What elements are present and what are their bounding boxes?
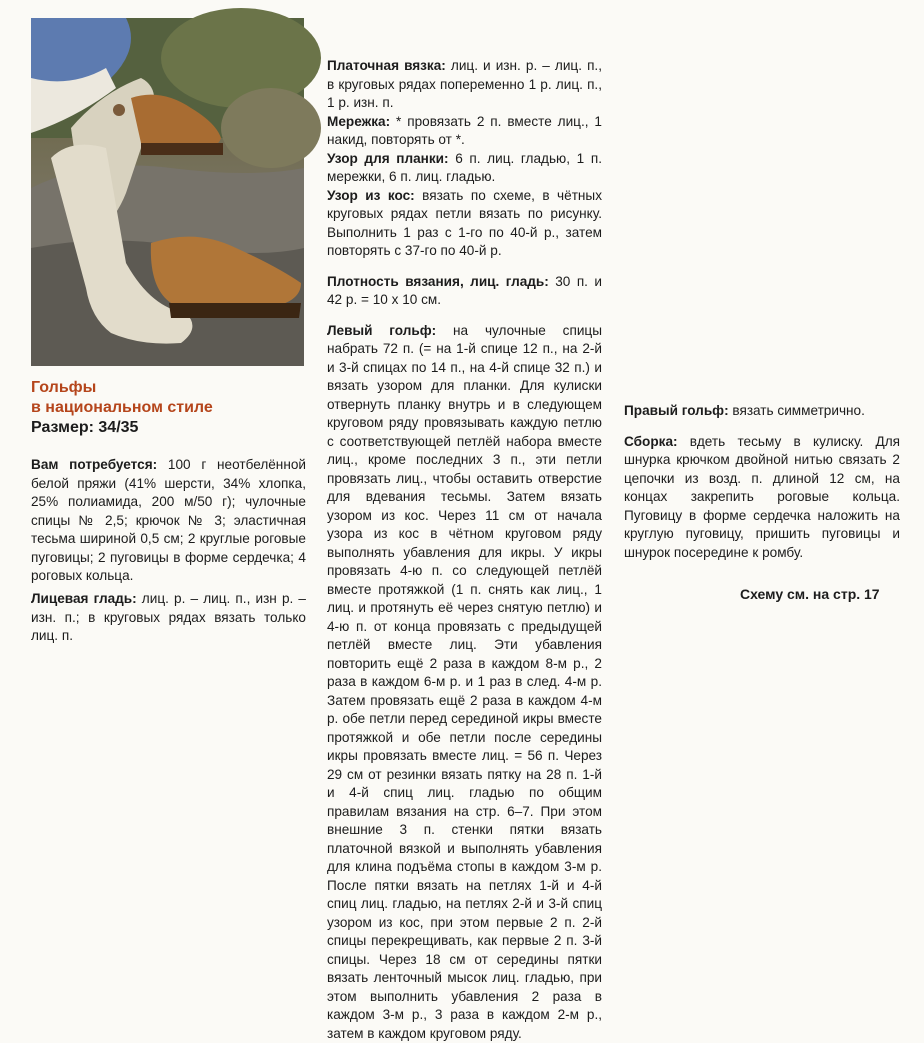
title-line-1: Гольфы [31,379,97,396]
mesh-label: Мережка: [327,113,391,129]
knee-socks-illustration [31,18,304,366]
right-sock-label: Правый гольф: [624,403,729,418]
stockinette-block [31,590,306,646]
garter-label: Платочная вязка: [327,58,446,73]
title-line-2: в национальном стиле [31,399,213,416]
chart-reference: Схему см. на стр. 17 [740,586,880,602]
assembly-text: вдеть тесьму в кулиску. Для шнурка крючком двойной нитью связать 2 цепочки из возд. п. длиной 12 см, на концах закрепить роговые кольца. Пуговицу в форме сердечка наложить на круглую пуговицу, пришить пуговицы и шнурок посередине к ромбу. [624,433,900,560]
mesh-text: * провязать 2 п. вместе лиц., 1 накид, повторять от *. [327,113,602,147]
left-sock-label: Левый гольф: [327,322,437,338]
materials-label: Вам потребуется: [31,457,158,472]
left-sock-text: на чулочные спицы набрать 72 п. (= на 1-й спице 12 п., на 2-й и 3-й спицах по 14 п., на 4-й спице 32 п.) и вязать узором для планки. Для кулиски отвернуть планку внутрь и в следующем круговом ряду провязывать каждую петлю с соответствующей петлёй набора вместе лиц., кроме последних 3 п., эти петли провязать лиц., чтобы оставить отверстие для вдевания тесьмы. Затем вязать узором из кос. Через 11 см от начала узора из кос в чётном круговом ряду выполнять убавления для икры. У икры провязать 4-ю п. со следующей петлёй вместе протяжкой (1 п. снять как лиц., 1 лиц. и протянуть её через снятую петлю) и 4-ю п. от конца провязать с предыдущей петлёй вместе лиц. Эти убавления повторить ещё 2 раза в каждом 8-м р., 2 раза в каждом 6-м р. и 1 раз в след. 4-м р. Затем провязать ещё 2 раза в каждом 4-м р. обе петли перед серединой икры вместе протяжкой и обе петли после середины икры провязать вместе лиц. = 56 п. Через 29 см от резинки вязать пятку на 28 п. 1-й и 4-й спиц лиц. гладью по общим правилам вязания на стр. 6–7. При этом внешние 3 п. стенки пятки вязать платочной вязкой и выполнять убавления для клина подъёма стопы в каждом 3-м р. После пятки вязать на петлях 1-й и 4-й спиц лиц. гладью, на петлях 2-й и 3-й спиц узором из кос, при этом первые 2 п. 2-й спицы перекрещивать, как первые 2 п. 3-й спицы. Через 18 см от середины пятки вязать ленточный мысок лиц. гладью, при этом выполнить убавления 2 раза в каждом 3-м р., 3 раза в каждом 2-м р., затем в каждом круговом ряду. [327,322,602,1041]
cables-text: вязать по схеме, в чётных круговых рядах петли вязать по рисунку. Выполнить 1 раз с 1-го по 40-й р., затем повторять с 37-го по 40-й р. [327,187,602,258]
placket-label: Узор для планки: [327,150,449,166]
placket-text: 6 п. лиц. гладью, 1 п. мережки, 6 п. лиц. гладью. [327,150,602,184]
stockinette-label: Лицевая гладь: [31,591,137,606]
size-line: Размер: 34/35 [31,419,139,436]
gauge-text: 30 п. и 42 р. = 10 х 10 см. [327,273,602,307]
assembly-label: Сборка: [624,433,678,449]
cables-label: Узор из кос: [327,187,415,203]
materials-block [31,456,306,586]
garter-text: лиц. и изн. р. – лиц. п., в круговых рядах попеременно 1 р. лиц. п., 1 р. изн. п. [327,58,602,110]
right-sock-text: вязать симметрично. [728,403,865,418]
stockinette-text: лиц. р. – лиц. п., изн р. – изн. п.; в круговых рядах вязать только лиц. п. [31,591,306,643]
materials-text: 100 г неотбелённой белой пряжи (41% шерсти, 34% хлопка, 25% полиамида, 200 м/50 г); чулочные спицы № 2,5; крючок № 3; эластичная тесьма шириной 0,5 см; 2 круглые роговые пуговицы; 2 пуговицы в форме сердечка; 4 роговых кольца. [31,457,306,583]
gauge-label: Плотность вязания, лиц. гладь: [327,273,549,289]
pattern-heading [31,378,306,438]
column-3 [624,20,900,562]
product-photo [31,18,304,366]
column-2 [327,20,602,1041]
